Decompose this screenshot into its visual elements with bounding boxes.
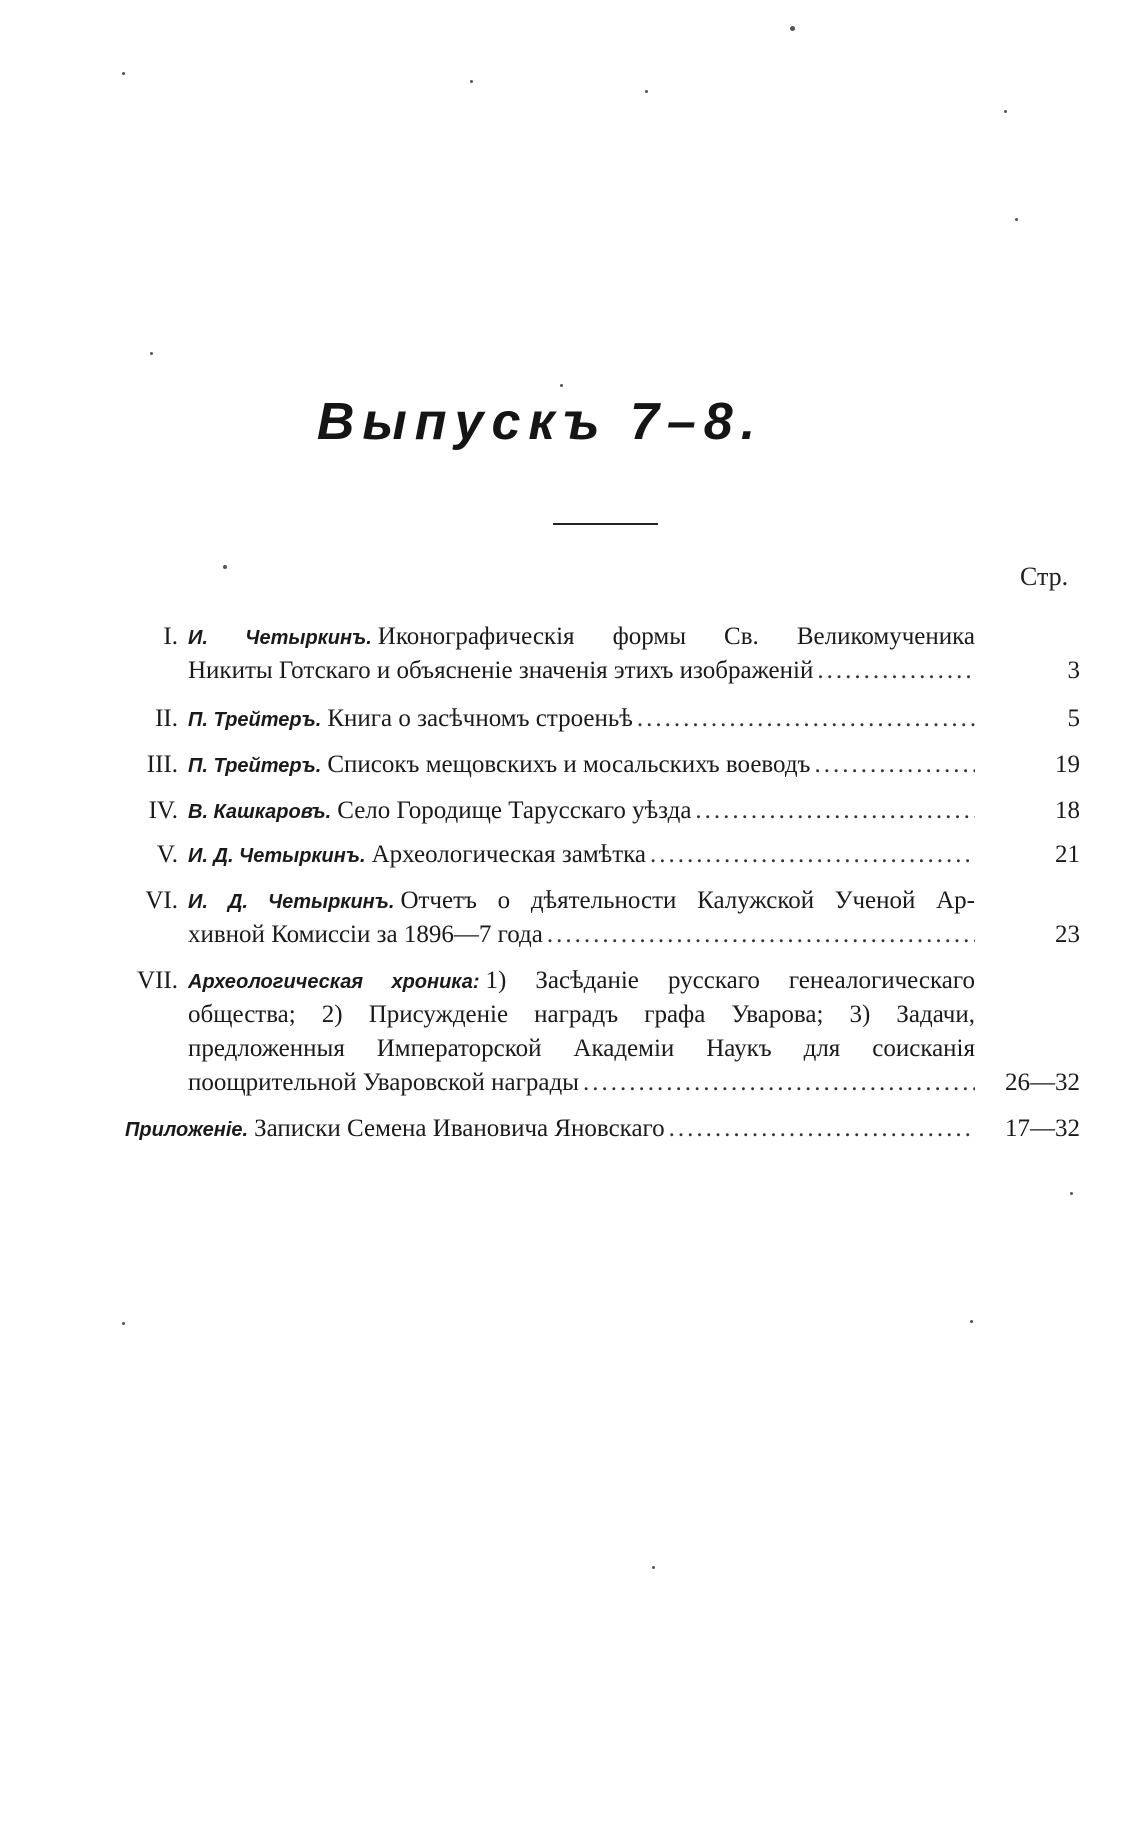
entry-page: 17—32 (1005, 1115, 1080, 1142)
dot-leader (817, 654, 975, 688)
entry-body (188, 748, 975, 782)
entry-line: общества; 2) Присужденіе наградъ графа Уварова; 3) Задачи, (188, 1001, 975, 1028)
entry-body (188, 702, 975, 736)
dot-leader (669, 1112, 975, 1146)
entry-body (188, 838, 975, 872)
entry-number: III. (146, 751, 178, 778)
entry-page: 5 (1067, 705, 1080, 732)
dot-leader (814, 748, 975, 782)
entry-line: И. Четыркинъ. Иконографическія формы Св. Великомученика (188, 623, 975, 650)
entry-line: поощрительной Уваровской награды ..... (188, 1066, 975, 1100)
entry-body (188, 964, 975, 1100)
dot-leader (547, 918, 975, 952)
entry-author: Археологическая хроника: (188, 971, 480, 993)
entry-number: IV. (148, 797, 178, 824)
entry-body (188, 884, 975, 952)
scan-speck (223, 565, 227, 569)
page-column-header: Стр. (1020, 562, 1069, 591)
scan-speck (1004, 110, 1007, 113)
scan-speck (122, 1322, 125, 1325)
entry-author: В. Кашкаровъ. (188, 801, 332, 823)
entry-body (188, 794, 975, 828)
entry-body (125, 1112, 975, 1146)
entry-author: И. Д. Четыркинъ. (188, 845, 366, 867)
scan-speck (652, 1566, 655, 1569)
scan-speck (150, 352, 153, 355)
entry-author: И. Д. Четыркинъ. (188, 891, 395, 913)
entry-line: Археологическая хроника: 1) Засѣданіе русскаго генеалогическаго (188, 967, 975, 994)
entry-page: 23 (1055, 921, 1080, 948)
entry-number: II. (155, 705, 178, 732)
entry-number: I. (163, 623, 178, 650)
entry-author: П. Трейтеръ. (188, 709, 322, 731)
title-rule (553, 523, 658, 525)
entry-page: 26—32 (1005, 1069, 1080, 1096)
entry-number: VII. (137, 967, 178, 994)
entry-line: В. Кашкаровъ. Село Городище Тарусскаго уѣзда ..... (188, 794, 975, 828)
entry-line: хивной Комиссіи за 1896—7 года ..... (188, 918, 975, 952)
scan-speck (560, 384, 563, 387)
scan-speck (790, 26, 795, 31)
entry-line: И. Д. Четыркинъ. Археологическая замѣтка ..... (188, 838, 975, 872)
scan-speck (122, 72, 125, 75)
entry-page: 19 (1055, 751, 1080, 778)
dot-leader (650, 838, 975, 872)
entry-line: И. Д. Четыркинъ. Отчетъ о дѣятельности Калужской Ученой Ар- (188, 887, 975, 914)
scan-speck (1070, 1192, 1073, 1195)
entry-author: П. Трейтеръ. (188, 755, 322, 777)
entry-number: V. (156, 841, 178, 868)
entry-line: П. Трейтеръ. Книга о засѣчномъ строеньѣ ..... (188, 702, 975, 736)
entry-line: предложенныя Императорской Академіи Наукъ для соисканія (188, 1035, 975, 1062)
scan-speck (470, 80, 473, 83)
dot-leader (637, 702, 975, 736)
entry-body (188, 620, 975, 688)
entry-line: Приложеніе. Записки Семена Ивановича Яновскаго ..... (125, 1112, 975, 1146)
scan-speck (1015, 218, 1018, 221)
entry-line: П. Трейтеръ. Списокъ мещовскихъ и мосальскихъ воеводъ ..... (188, 748, 975, 782)
entry-number: VI. (145, 887, 178, 914)
scan-speck (970, 1320, 973, 1323)
entry-page: 3 (1067, 657, 1080, 684)
entry-line: Никиты Готскаго и объясненіе значенія этихъ изображеній ..... (188, 654, 975, 688)
issue-title: Выпускъ 7–8. (316, 393, 764, 451)
entry-page: 18 (1055, 797, 1080, 824)
scan-speck (645, 90, 648, 93)
entry-author: И. Четыркинъ. (188, 627, 372, 649)
entry-author: Приложеніе. (125, 1119, 249, 1141)
dot-leader (695, 794, 975, 828)
entry-page: 21 (1055, 841, 1080, 868)
dot-leader (583, 1066, 975, 1100)
